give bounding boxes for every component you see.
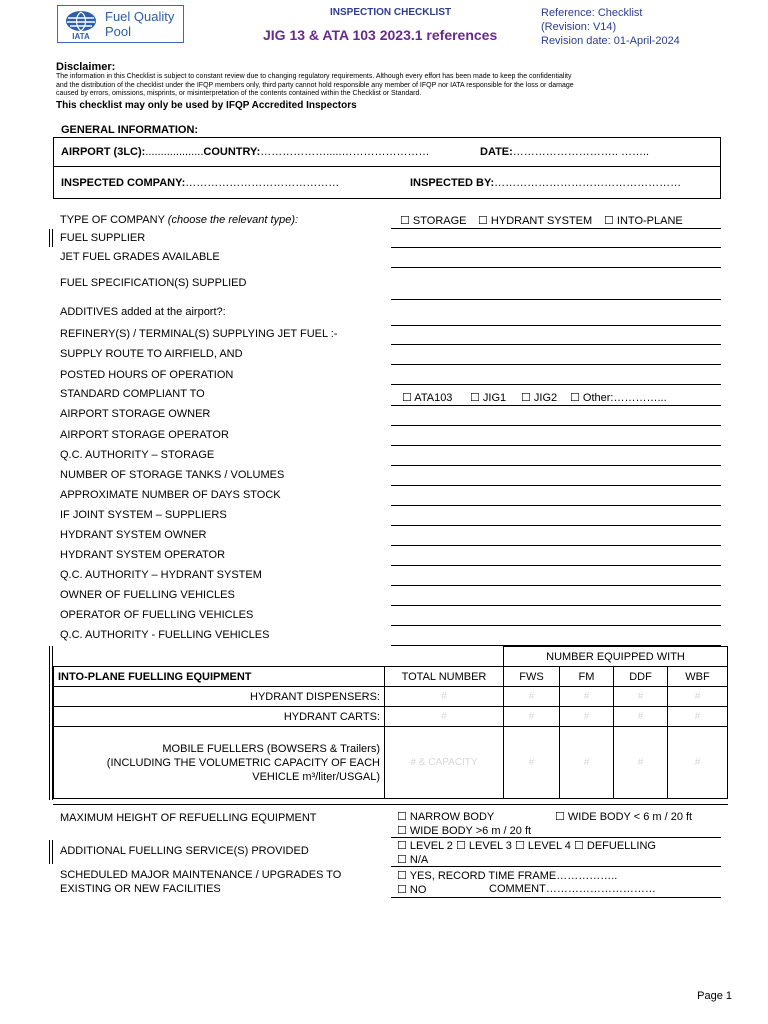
fws-col-header: FWS xyxy=(504,667,560,687)
qc-hydrant-label: Q.C. AUTHORITY – HYDRANT SYSTEM xyxy=(60,569,262,581)
additives-input[interactable] xyxy=(391,325,721,326)
hydrant-carts-wbf-input[interactable]: # xyxy=(668,707,728,727)
disclaimer-note: This checklist may only be used by IFQP Accredited Inspectors xyxy=(56,100,357,111)
jet-fuel-grades-input[interactable] xyxy=(391,267,721,268)
standard-compliant-label: STANDARD COMPLIANT TO xyxy=(60,388,205,400)
number-equipped-header: NUMBER EQUIPPED WITH xyxy=(504,647,728,667)
change-marker xyxy=(49,646,53,800)
fuel-quality-pool-logo xyxy=(57,5,184,43)
fuel-spec-label: FUEL SPECIFICATION(S) SUPPLIED xyxy=(60,277,247,289)
mobile-fuellers-fws-input[interactable]: # xyxy=(504,727,560,799)
hydrant-operator-label: HYDRANT SYSTEM OPERATOR xyxy=(60,549,226,561)
airport-date-box xyxy=(53,137,721,167)
max-height-label: MAXIMUM HEIGHT OF REFUELLING EQUIPMENT xyxy=(60,812,317,824)
storage-operator-label: AIRPORT STORAGE OPERATOR xyxy=(60,429,229,441)
table-header-row xyxy=(54,667,728,687)
hydrant-dispensers-fm-input[interactable]: # xyxy=(560,687,614,707)
type-of-company-label: TYPE OF COMPANY (choose the relevant type): xyxy=(60,214,299,226)
hydrant-dispensers-label: HYDRANT DISPENSERS: xyxy=(54,687,385,707)
vehicles-owner-input[interactable] xyxy=(391,605,721,606)
standard-other-checkbox[interactable]: ☐ Other:…………... xyxy=(570,392,667,404)
storage-owner-input[interactable] xyxy=(391,425,721,426)
table-row xyxy=(54,727,728,799)
wide-body-small-checkbox[interactable]: ☐ WIDE BODY < 6 m / 20 ft xyxy=(555,811,693,823)
days-stock-input[interactable] xyxy=(391,505,721,506)
svg-text:IATA: IATA xyxy=(72,32,90,40)
change-marker xyxy=(49,840,53,864)
type-underline xyxy=(391,228,721,229)
inspected-by-field[interactable]: INSPECTED BY:…………………………………………… xyxy=(410,177,682,189)
qc-storage-label: Q.C. AUTHORITY – STORAGE xyxy=(60,449,215,461)
standard-ata103-checkbox[interactable]: ☐ ATA103 xyxy=(402,392,453,404)
joint-system-input[interactable] xyxy=(391,525,721,526)
fuel-spec-input[interactable] xyxy=(391,299,721,300)
refinery-input[interactable] xyxy=(391,344,721,345)
general-info-title: GENERAL INFORMATION: xyxy=(61,124,199,136)
narrow-body-checkbox[interactable]: ☐ NARROW BODY xyxy=(397,811,495,823)
wbf-col-header: WBF xyxy=(668,667,728,687)
service-na-checkbox[interactable]: ☐ N/A xyxy=(397,854,429,866)
maintenance-underline xyxy=(391,897,721,898)
fuel-supplier-label: FUEL SUPPLIER xyxy=(60,232,146,244)
fuel-supplier-input[interactable] xyxy=(391,247,721,248)
hydrant-owner-label: HYDRANT SYSTEM OWNER xyxy=(60,529,207,541)
date-field[interactable]: DATE:……………………….. …….. xyxy=(480,146,650,158)
logo-text: Fuel Quality Pool xyxy=(105,9,175,39)
disclaimer-title: Disclaimer: xyxy=(56,61,116,73)
change-marker xyxy=(49,229,53,247)
maintenance-no-checkbox[interactable]: ☐ NO xyxy=(397,884,427,896)
table-row xyxy=(54,707,728,727)
standard-underline xyxy=(391,405,721,406)
posted-hours-label: POSTED HOURS OF OPERATION xyxy=(60,369,234,381)
maintenance-yes-checkbox[interactable]: ☐ YES, RECORD TIME FRAME…………….. xyxy=(397,870,618,882)
disclaimer-text: The information in this Checklist is subject to constant review due to changing regulatory requirements. Although every effort has been made to keep the confidentiality and the distribution of the checklist under the IFQP members only, third party cannot hold responsible any member of IFQP nor IATA responsible for the loss or damage caused by errors, omissions, misprints, or misinterpretation of the contents contained within the Checklist or Standard. xyxy=(56,73,574,97)
hydrant-dispensers-ddf-input[interactable]: # xyxy=(614,687,668,707)
hydrant-dispensers-wbf-input[interactable]: # xyxy=(668,687,728,707)
jet-fuel-grades-label: JET FUEL GRADES AVAILABLE xyxy=(60,251,220,263)
qc-hydrant-input[interactable] xyxy=(391,585,721,586)
vehicles-owner-label: OWNER OF FUELLING VEHICLES xyxy=(60,589,235,601)
airport-field[interactable]: AIRPORT (3LC):...................COUNTRY:……………….....…………………… xyxy=(61,146,430,158)
storage-owner-label: AIRPORT STORAGE OWNER xyxy=(60,408,211,420)
company-type-storage-checkbox[interactable]: ☐ STORAGE xyxy=(400,215,467,227)
qc-storage-input[interactable] xyxy=(391,465,721,466)
standard-jig1-checkbox[interactable]: ☐ JIG1 xyxy=(470,392,507,404)
hydrant-dispensers-fws-input[interactable]: # xyxy=(504,687,560,707)
iata-globe-icon xyxy=(64,10,98,40)
hydrant-carts-label: HYDRANT CARTS: xyxy=(54,707,385,727)
equipment-col-header: INTO-PLANE FUELLING EQUIPMENT xyxy=(54,667,385,687)
storage-tanks-label: NUMBER OF STORAGE TANKS / VOLUMES xyxy=(60,469,285,481)
checklist-title: INSPECTION CHECKLIST xyxy=(330,7,452,18)
standard-jig2-checkbox[interactable]: ☐ JIG2 xyxy=(521,392,558,404)
hydrant-carts-fm-input[interactable]: # xyxy=(560,707,614,727)
total-number-col-header: TOTAL NUMBER xyxy=(385,667,504,687)
supply-route-input[interactable] xyxy=(391,364,721,365)
table-row xyxy=(54,687,728,707)
supply-route-label: SUPPLY ROUTE TO AIRFIELD, AND xyxy=(60,348,243,360)
reference-block: Reference: Checklist (Revision: V14) Revision date: 01-April-2024 xyxy=(541,7,680,47)
inspected-company-field[interactable]: INSPECTED COMPANY:…………………………………… xyxy=(61,177,340,189)
mobile-fuellers-label: MOBILE FUELLERS (BOWSERS & Trailers) (INCLUDING THE VOLUMETRIC CAPACITY OF EACH VEHICLE m³/liter/USGAL) xyxy=(54,727,385,799)
max-height-underline xyxy=(391,837,721,838)
storage-tanks-input[interactable] xyxy=(391,485,721,486)
ddf-col-header: DDF xyxy=(614,667,668,687)
refinery-label: REFINERY(S) / TERMINAL(S) SUPPLYING JET FUEL :- xyxy=(60,328,338,340)
company-type-into-plane-checkbox[interactable]: ☐ INTO-PLANE xyxy=(604,215,683,227)
vehicles-operator-label: OPERATOR OF FUELLING VEHICLES xyxy=(60,609,254,621)
hydrant-carts-total-input[interactable]: # xyxy=(385,707,504,727)
company-type-hydrant-checkbox[interactable]: ☐ HYDRANT SYSTEM xyxy=(478,215,593,227)
section-divider xyxy=(53,804,728,805)
posted-hours-input[interactable] xyxy=(391,384,721,385)
mobile-fuellers-ddf-input[interactable]: # xyxy=(614,727,668,799)
fm-col-header: FM xyxy=(560,667,614,687)
company-inspector-box xyxy=(53,166,721,199)
checklist-subtitle: JIG 13 & ATA 103 2023.1 references xyxy=(263,27,498,43)
qc-vehicles-label: Q.C. AUTHORITY - FUELLING VEHICLES xyxy=(60,629,270,641)
maintenance-comment-field[interactable]: COMMENT………………………… xyxy=(489,883,656,895)
storage-operator-input[interactable] xyxy=(391,445,721,446)
page-number: Page 1 xyxy=(697,990,732,1002)
hydrant-owner-input[interactable] xyxy=(391,545,721,546)
mobile-fuellers-wbf-input[interactable]: # xyxy=(668,727,728,799)
additional-underline xyxy=(391,866,721,867)
table-header-group-row xyxy=(54,647,728,667)
maintenance-label: SCHEDULED MAJOR MAINTENANCE / UPGRADES TO EXISTING OR NEW FACILITIES xyxy=(60,869,342,895)
service-levels-checkboxes[interactable]: ☐ LEVEL 2 ☐ LEVEL 3 ☐ LEVEL 4 ☐ DEFUELLING xyxy=(397,840,656,852)
joint-system-label: IF JOINT SYSTEM – SUPPLIERS xyxy=(60,509,227,521)
hydrant-operator-input[interactable] xyxy=(391,565,721,566)
wide-body-large-checkbox[interactable]: ☐ WIDE BODY >6 m / 20 ft xyxy=(397,825,532,837)
days-stock-label: APPROXIMATE NUMBER OF DAYS STOCK xyxy=(60,489,281,501)
additional-services-label: ADDITIONAL FUELLING SERVICE(S) PROVIDED xyxy=(60,845,309,857)
vehicles-operator-input[interactable] xyxy=(391,625,721,626)
mobile-fuellers-total-input[interactable]: # & CAPACITY xyxy=(385,727,504,799)
hydrant-carts-ddf-input[interactable]: # xyxy=(614,707,668,727)
mobile-fuellers-fm-input[interactable]: # xyxy=(560,727,614,799)
hydrant-dispensers-total-input[interactable]: # xyxy=(385,687,504,707)
additives-label: ADDITIVES added at the airport?: xyxy=(60,306,226,318)
equipment-table xyxy=(53,646,728,799)
hydrant-carts-fws-input[interactable]: # xyxy=(504,707,560,727)
